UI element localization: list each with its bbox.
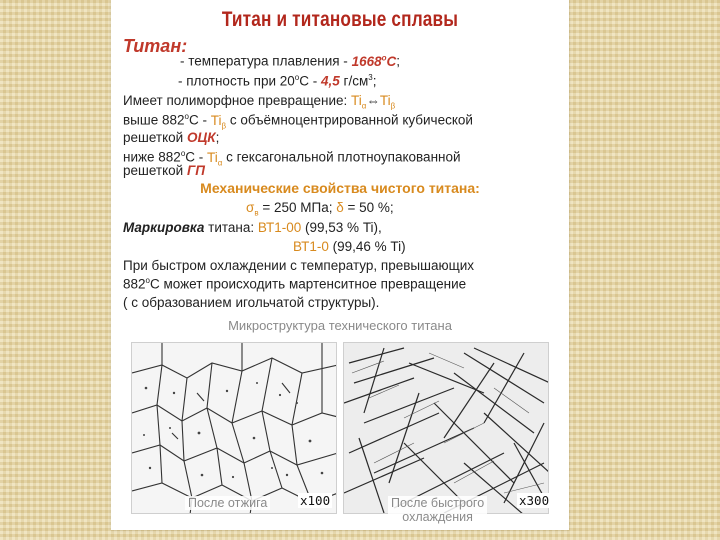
grade-vt1-0: ВТ1-0 xyxy=(293,239,329,254)
marking-line-1: Маркировка титана: ВТ1-00 (99,53 % Ti), xyxy=(123,220,382,235)
cooling-line-1: При быстром охлаждении с температур, превышающих xyxy=(123,258,474,273)
mechanical-properties-values: $\sigma_в = 250$ МПа; δ = 50 %; xyxy=(246,200,394,218)
titan-heading: Титан: xyxy=(123,36,188,56)
mechanical-properties-heading: Механические свойства чистого титана: xyxy=(200,180,480,196)
above-882-line: выше $882^оС - Ti_\beta$ с объёмноцентрированной кубической xyxy=(123,112,473,131)
below-882-line: ниже $882^оС - Ti_\alpha$ с гексагональной плотноупакованной xyxy=(123,149,461,168)
melting-point-line: - температура плавления - $1668^оС$; xyxy=(180,53,401,69)
martensite-needle-image xyxy=(344,343,549,514)
equilibrium-arrow-icon: ⇔ xyxy=(366,93,380,108)
annealed-magnification: x100 xyxy=(300,493,331,508)
microstructure-title: Микроструктура технического титана xyxy=(228,318,452,333)
cooling-line-2: $882^оС$ может происходить мартенситное превращение xyxy=(123,276,467,292)
micrograph-annealed xyxy=(131,342,337,514)
density-value: 4,5 xyxy=(321,73,340,89)
annealed-grain-image xyxy=(132,343,337,514)
polymorph-line: Имеет полиморфное превращение: $Ti_\alpha\Leftrightarrow Ti_\beta$ xyxy=(123,93,396,111)
grade-vt1-00: ВТ1-00 xyxy=(257,220,302,235)
melting-value: $1668^оС$ xyxy=(351,53,397,69)
hcp-lattice-label: ГП xyxy=(186,163,205,178)
above-882-line-2: решеткой ОЦК; xyxy=(123,130,220,145)
bcc-lattice-label: ОЦК xyxy=(186,130,216,145)
marking-line-2: ВТ1-0 (99,46 % Ti) xyxy=(293,239,406,254)
slide xyxy=(111,0,569,530)
melting-prefix: - температура плавления - xyxy=(180,53,352,69)
slide-title: Титан и титановые сплавы xyxy=(221,8,459,31)
density-line: - плотность при $20^оС - 4,5$ $г/см^3$; xyxy=(178,73,377,89)
ti-alpha: $Ti_\alpha$ xyxy=(351,93,367,111)
quenched-magnification: x300 xyxy=(519,493,550,508)
quenched-caption: После быстрого охлаждения xyxy=(388,496,487,524)
marking-label: Маркировка xyxy=(123,220,205,235)
micrograph-quenched xyxy=(343,342,549,514)
ti-beta: $Ti_\beta$ xyxy=(379,93,396,111)
annealed-caption: После отжига xyxy=(185,496,270,510)
cooling-line-3: ( с образованием игольчатой структуры). xyxy=(123,295,380,310)
below-882-line-2: решеткой ГП xyxy=(123,163,205,178)
